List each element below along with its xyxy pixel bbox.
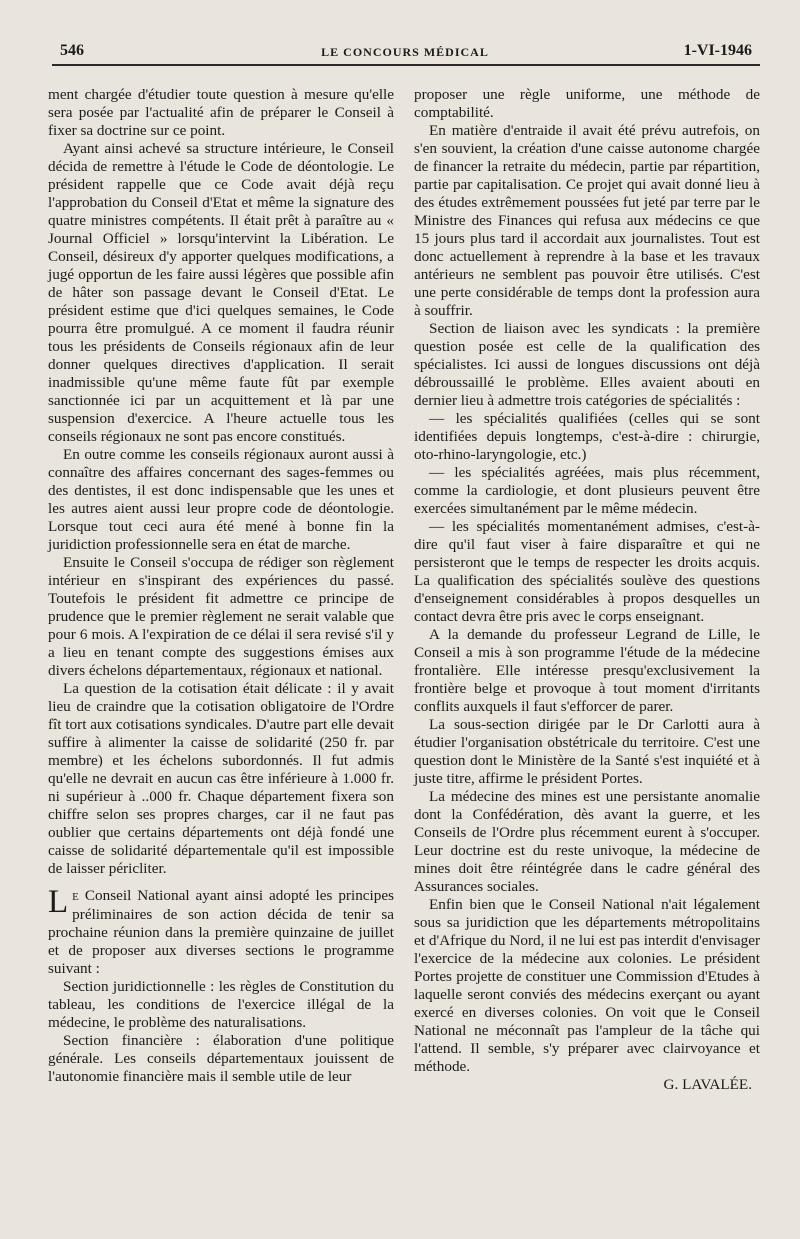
right-column: [414, 86, 760, 1094]
author-signature: G. LAVALÉE.: [663, 1076, 752, 1093]
drop-cap: L: [48, 884, 69, 920]
header-rule: [52, 64, 760, 66]
issue-date: 1-VI-1946: [683, 42, 752, 59]
page-header: [52, 38, 758, 60]
drop-cap-lead: E: [72, 891, 79, 903]
list-item: — les spécialités momentanément admises, c'est-à-dire qu'il faut viser à faire disparaître et qui ne persisteront que le temps de respecter les droits acquis. La qualification des spécialités soulève des questions d'enseignement considérables à propos desquelles un contact devra être pris avec le corps enseignant.: [414, 518, 760, 625]
paragraph: Section de liaison avec les syndicats : la première question posée est celle de la qualification des spécialistes. Ici aussi de longues discussions ont déjà débroussaillé le problème. Elles avaient abouti en dernier lieu à admettre trois catégories de spécialités :: [414, 320, 760, 409]
paragraph: La sous-section dirigée par le Dr Carlotti aura à étudier l'organisation obstétricale du territoire. C'est une question dont le Ministère de la Santé s'est inquiété et à juste titre, affirme le président Portes.: [414, 716, 760, 787]
paragraph: Enfin bien que le Conseil National n'ait légalement sous sa juridiction que les départements métropolitains et d'Afrique du Nord, il ne lui est pas interdit d'envisager l'exercice de la médecine aux colonies. Le président Portes projette de constituer une Commission d'Etudes à laquelle seront conviés des médecins exerçant ou ayant exercé en diverses colonies. On voit que le Conseil National ne méconnaît pas l'ampleur de la tâche qui l'attend. Il semble, s'y préparer avec clairvoyance et méthode.: [414, 896, 760, 1075]
left-column: [48, 86, 394, 1086]
paragraph: La question de la cotisation était délicate : il y avait lieu de craindre que la cotisation obligatoire de l'Ordre fît tort aux cotisations syndicales. D'autre part elle devait suffire à alimenter la caisse de solidarité (250 fr. par membre) et les échelons subordonnés. Il fut admis qu'elle ne devrait en aucun cas être inférieure à 1.000 fr. ni supérieur à ..000 fr. Chaque département fixera son chiffre selon ses propres charges, car il ne faut pas oublier que certains départements ont déjà fondé une caisse de solidarité départementale qu'il est impossible de laisser péricliter.: [48, 680, 394, 877]
paragraph: ment chargée d'étudier toute question à mesure qu'elle sera posée par l'actualité afin de préparer le Conseil à fixer sa doctrine sur ce point.: [48, 86, 394, 139]
paragraph: Ensuite le Conseil s'occupa de rédiger son règlement intérieur en s'inspirant des expériences du passé. Toutefois le président fit admettre ce principe de prudence que le premier règlement ne serait valable que pour 6 mois. A l'expiration de ce délai il sera revisé s'il y a lieu en tenant compte des suggestions émises aux divers échelons départementaux, régionaux et national.: [48, 554, 394, 679]
paragraph-text: Conseil National ayant ainsi adopté les principes préliminaires de son action décida de tenir sa prochaine réunion dans la première quinzaine de juillet et de proposer aux diverses sections le programme suivant :: [48, 887, 394, 977]
paragraph: La médecine des mines est une persistante anomalie dont la Confédération, dès avant la guerre, et les Conseils de l'Ordre plus récemment eurent à s'occuper. Leur doctrine est du reste univoque, la médecine de mines doit être réintégrée dans le cadre général des Assurances sociales.: [414, 788, 760, 895]
paragraph: proposer une règle uniforme, une méthode de comptabilité.: [414, 86, 760, 121]
list-item: — les spécialités agréées, mais plus récemment, comme la cardiologie, et dont plusieurs peuvent être exercées simultanément par le même médecin.: [414, 464, 760, 517]
paragraph: Section juridictionnelle : les règles de Constitution du tableau, les conditions de l'exercice illégal de la médecine, le problème des naturalisations.: [48, 978, 394, 1031]
paragraph: Ayant ainsi achevé sa structure intérieure, le Conseil décida de remettre à l'étude le Code de déontologie. Le président rappelle que ce Code avait déjà reçu l'approbation du Conseil d'Etat et même la signature des quatre ministres compétents. Il était prêt à paraître au « Journal Officiel » lorsqu'intervint la Libération. Le Conseil, désireux d'y apporter quelques modifications, a jugé opportun de les faire aussi légères que possible afin de hâter son passage devant le Conseil d'Etat. Le président estime que d'ici quelques semaines, le Code pourra être promulgué. A ce moment il faudra réunir tous les présidents de Conseils régionaux afin de leur donner quelques directives d'application. Il serait inadmissible qu'une même faute fût par exemple sanctionnée ici par un acquittement et là par une suspension d'exercice. A l'heure actuelle tous les conseils régionaux ne sont pas encore constitués.: [48, 140, 394, 445]
page-number: 546: [60, 42, 84, 59]
paragraph-dropcap: [48, 884, 394, 978]
list-item: — les spécialités qualifiées (celles qui se sont identifiées depuis longtemps, c'est-à-dire : chirurgie, oto-rhino-laryngologie, etc.): [414, 410, 760, 463]
paragraph: En outre comme les conseils régionaux auront aussi à connaître des affaires concernant des sages-femmes ou des dentistes, il est donc indispensable que les unes et les autres aient aussi leur propre code de déontologie. Lorsque tout ceci aura été mené à bonne fin la juridiction professionnelle sera en état de marche.: [48, 446, 394, 553]
paragraph: Section financière : élaboration d'une politique générale. Les conseils départementaux jouissent de l'autonomie financière mais il semble utile de leur: [48, 1032, 394, 1085]
paragraph: A la demande du professeur Legrand de Lille, le Conseil a mis à son programme l'étude de la médecine frontalière. Elle intéresse presqu'exclusivement la frontière belge et provoque à tout moment d'irritants conflits auxquels il faut s'efforcer de parer.: [414, 626, 760, 715]
journal-title: LE CONCOURS MÉDICAL: [321, 45, 489, 59]
paragraph: En matière d'entraide il avait été prévu autrefois, on s'en souvient, la création d'une caisse autonome chargée de financer la retraite du médecin, partie par répartition, partie par capitalisation. Ce projet qui avait donné lieu à des études extrêmement poussées fut jeté par terre par le Ministre des Finances qui refusa aux médecins ce que 15 jours plus tard il accordait aux journalistes. Tout est donc actuellement à reprendre à la base et les travaux antérieurs ne semblent pas pouvoir être utilisés. C'est une perte considérable de temps dont la profession aura à souffrir.: [414, 122, 760, 319]
